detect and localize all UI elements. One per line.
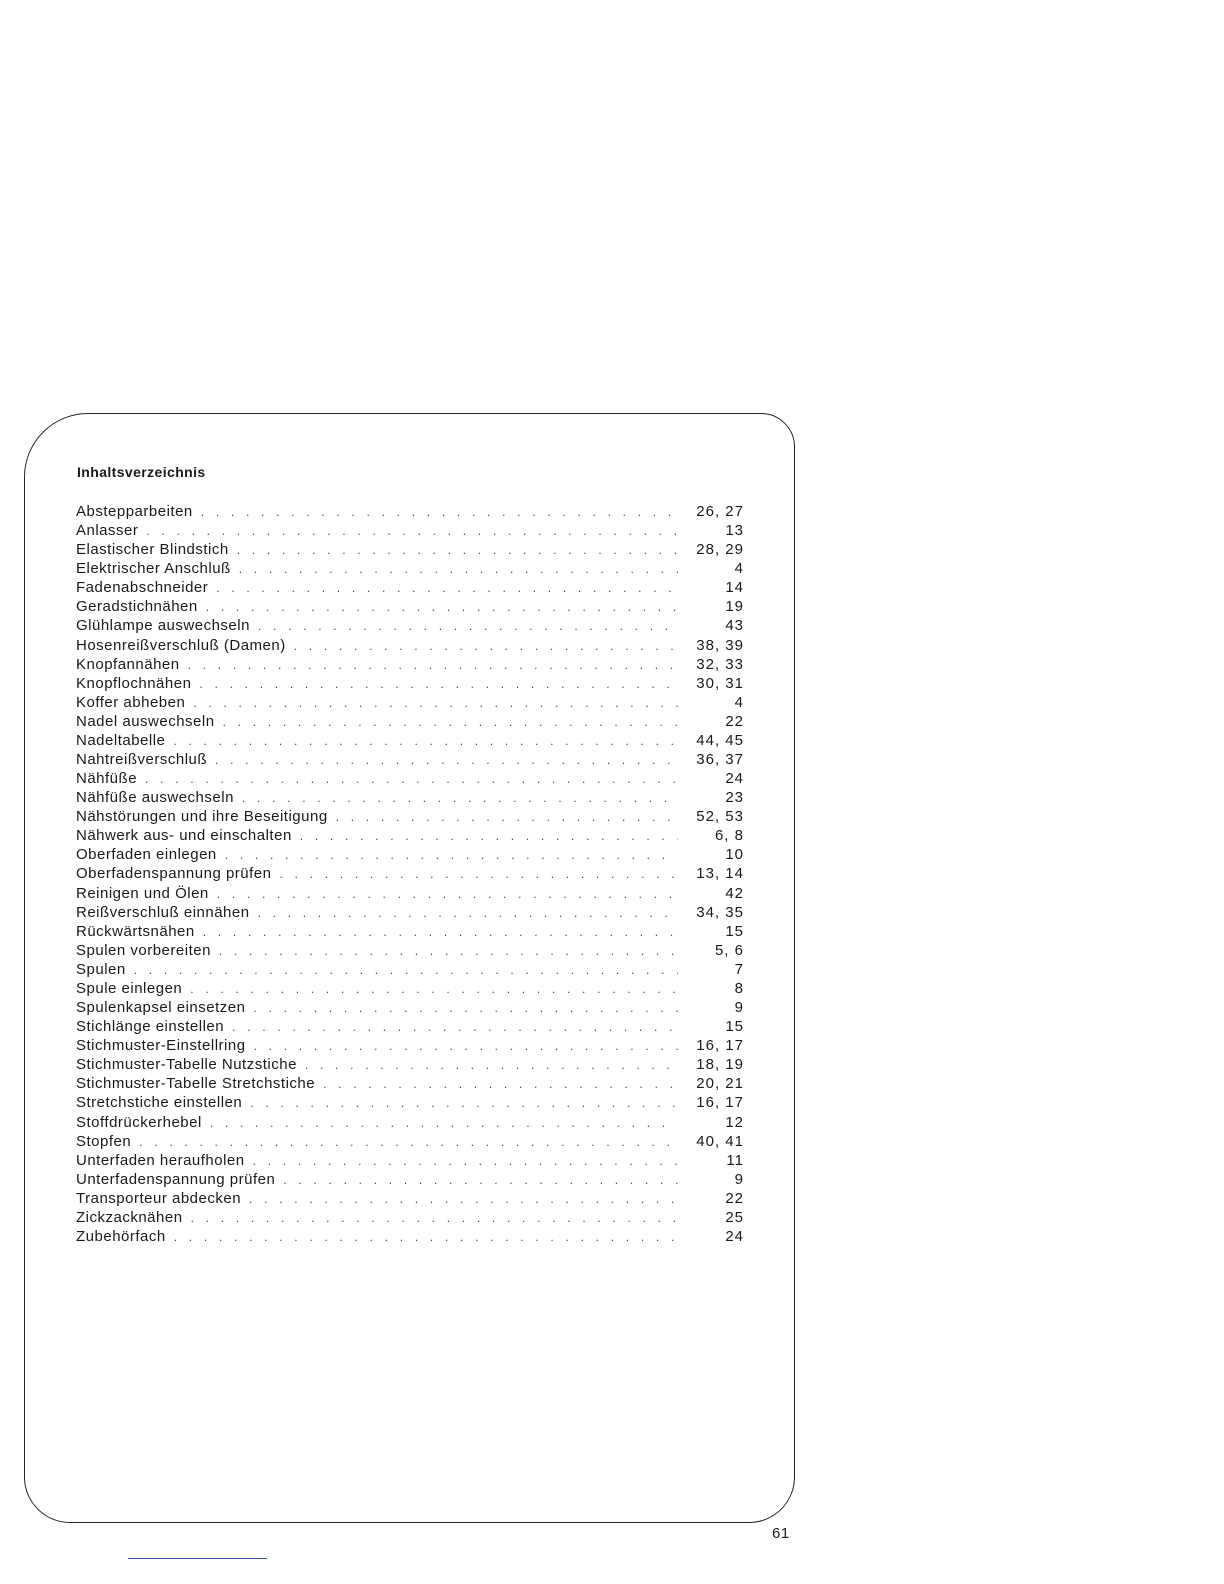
toc-entry-pages: 18, 19 (696, 1056, 744, 1074)
dot-leader (174, 1228, 678, 1247)
toc-entry (76, 1113, 744, 1132)
toc-entry (76, 502, 744, 521)
toc-entry-pages: 16, 17 (696, 1037, 744, 1055)
toc-entry-pages: 15 (725, 922, 744, 940)
toc-entry-pages: 6, 8 (714, 827, 744, 845)
dot-leader (203, 923, 678, 942)
toc-entry-label: Stichmuster-Einstellring (76, 1037, 246, 1055)
toc-entry-pages: 9 (734, 1170, 744, 1188)
toc-entry-label: Spulen (76, 960, 126, 978)
dot-leader (294, 637, 678, 656)
dot-leader (300, 827, 678, 846)
toc-entry-label: Knopflochnähen (76, 674, 192, 692)
toc-entry-pages: 36, 37 (696, 751, 744, 769)
toc-entry-pages: 32, 33 (696, 655, 744, 673)
dot-leader (206, 598, 678, 617)
dot-leader (253, 1152, 678, 1171)
dot-leader (279, 865, 678, 884)
toc-entry (76, 884, 744, 903)
dot-leader (146, 522, 678, 541)
toc-entry-pages: 25 (725, 1208, 744, 1226)
toc-entry-pages: 23 (725, 789, 744, 807)
toc-entry-pages: 52, 53 (696, 808, 744, 826)
toc-entry-label: Hosenreißverschluß (Damen) (76, 636, 286, 654)
toc-entry-label: Reißverschluß einnähen (76, 903, 250, 921)
dot-leader (232, 1018, 678, 1037)
toc-entry-pages: 24 (725, 1227, 744, 1245)
dot-leader (258, 617, 678, 636)
toc-entry-pages: 38, 39 (696, 636, 744, 654)
toc-entry (76, 903, 744, 922)
toc-entry (76, 1132, 744, 1151)
toc-entry-pages: 13, 14 (696, 865, 744, 883)
dot-leader (216, 579, 678, 598)
toc-entry-pages: 26, 27 (696, 503, 744, 520)
dot-leader (134, 961, 678, 980)
dot-leader (305, 1056, 678, 1075)
toc-entry-pages: 40, 41 (696, 1132, 744, 1150)
toc-title: Inhaltsverzeichnis (77, 464, 206, 480)
toc-entry-pages: 13 (725, 522, 744, 540)
toc-entry (76, 616, 744, 635)
toc-entry (76, 864, 744, 883)
dot-leader (239, 560, 678, 579)
dot-leader (225, 846, 678, 865)
toc-entry (76, 559, 744, 578)
toc-entry-label: Unterfadenspannung prüfen (76, 1170, 276, 1188)
toc-entry-pages: 15 (725, 1018, 744, 1036)
toc-entry (76, 788, 744, 807)
toc-entry-label: Oberfadenspannung prüfen (76, 865, 272, 883)
toc-entry-pages: 22 (725, 1189, 744, 1207)
toc-entry-pages: 4 (734, 693, 744, 711)
toc-entry-pages: 10 (725, 846, 744, 864)
dot-leader (219, 942, 678, 961)
dot-leader (188, 656, 678, 675)
toc-entry-pages: 20, 21 (696, 1075, 744, 1093)
toc-entry (76, 826, 744, 845)
dot-leader (237, 541, 678, 560)
toc-entry-label: Spulenkapsel einsetzen (76, 999, 246, 1017)
toc-entry-label: Transporteur abdecken (76, 1189, 242, 1207)
toc-entry (76, 597, 744, 616)
toc-entry (76, 1055, 744, 1074)
toc-entry-pages: 24 (725, 770, 744, 788)
toc-entry-pages: 14 (725, 579, 744, 597)
toc-entry-label: Nadeltabelle (76, 731, 166, 749)
toc-entry-label: Rückwärtsnähen (76, 922, 195, 940)
dot-leader (242, 789, 678, 808)
toc-entry (76, 998, 744, 1017)
dot-leader (193, 694, 678, 713)
toc-entry-label: Nadel auswechseln (76, 712, 215, 730)
toc-entry-label: Stichlänge einstellen (76, 1018, 225, 1036)
toc-entry (76, 769, 744, 788)
dot-leader (336, 808, 678, 827)
dot-leader (199, 675, 678, 694)
toc-entry (76, 807, 744, 826)
dot-leader (253, 999, 678, 1018)
toc-entry-label: Anlasser (76, 522, 139, 540)
toc-entry-pages: 5, 6 (714, 941, 744, 959)
toc-entry (76, 1170, 744, 1189)
scan-mark-line (128, 1558, 267, 1559)
toc-entry-label: Stopfen (76, 1132, 132, 1150)
toc-entry-label: Nähwerk aus- und einschalten (76, 827, 292, 845)
toc-entry (76, 674, 744, 693)
toc-entry (76, 693, 744, 712)
toc-entry (76, 655, 744, 674)
dot-leader (217, 885, 678, 904)
toc-entry-label: Knopfannähen (76, 655, 180, 673)
toc-entry-pages: 4 (734, 560, 744, 578)
toc-entry-label: Nähfüße (76, 770, 138, 788)
toc-entry (76, 960, 744, 979)
dot-leader (250, 1094, 678, 1113)
toc-entry (76, 1017, 744, 1036)
toc-entry (76, 1189, 744, 1208)
toc-entry-label: Stichmuster-Tabelle Nutzstiche (76, 1056, 297, 1074)
toc-entry-label: Elastischer Blindstich (76, 541, 229, 559)
toc-entry-pages: 8 (734, 979, 744, 997)
page-number: 61 (772, 1525, 790, 1542)
toc-entry (76, 979, 744, 998)
toc-entry-pages: 34, 35 (696, 903, 744, 921)
toc-entry-label: Spulen vorbereiten (76, 941, 211, 959)
dot-leader (190, 980, 678, 999)
toc-entry-label: Elektrischer Anschluß (76, 560, 231, 578)
dot-leader (145, 770, 678, 789)
toc-entry-pages: 19 (725, 598, 744, 616)
toc-entry-label: Fadenabschneider (76, 579, 209, 597)
toc-entry-pages: 7 (734, 960, 744, 978)
dot-leader (215, 751, 678, 770)
toc-entry-pages: 42 (725, 884, 744, 902)
toc-entry-label: Glühlampe auswechseln (76, 617, 250, 635)
toc-entry (76, 1151, 744, 1170)
toc-entry (76, 1208, 744, 1227)
toc-entry-label: Abstepparbeiten (76, 503, 193, 520)
toc-entry-label: Nähstörungen und ihre Beseitigung (76, 808, 328, 826)
toc-list (76, 502, 744, 1246)
toc-entry-label: Stretchstiche einstellen (76, 1094, 243, 1112)
toc-entry-pages: 11 (726, 1151, 744, 1169)
dot-leader (201, 503, 678, 522)
toc-entry-label: Geradstichnähen (76, 598, 198, 616)
toc-entry-label: Stoffdrückerhebel (76, 1113, 202, 1131)
toc-entry-label: Zubehörfach (76, 1227, 166, 1245)
toc-entry (76, 941, 744, 960)
toc-entry-pages: 28, 29 (696, 541, 744, 559)
toc-entry-label: Reinigen und Ölen (76, 884, 209, 902)
toc-entry (76, 540, 744, 559)
toc-entry-label: Nahtreißverschluß (76, 751, 208, 769)
toc-entry (76, 750, 744, 769)
toc-entry-label: Zickzacknähen (76, 1208, 183, 1226)
toc-entry-label: Koffer abheben (76, 693, 186, 711)
toc-entry-label: Nähfüße auswechseln (76, 789, 234, 807)
toc-entry (76, 731, 744, 750)
dot-leader (258, 904, 678, 923)
toc-entry (76, 1036, 744, 1055)
toc-entry (76, 578, 744, 597)
toc-entry (76, 1093, 744, 1112)
toc-entry-pages: 30, 31 (696, 674, 744, 692)
toc-entry (76, 1227, 744, 1246)
dot-leader (210, 1114, 678, 1133)
toc-entry (76, 1074, 744, 1093)
toc-entry-label: Stichmuster-Tabelle Stretchstiche (76, 1075, 316, 1093)
toc-entry-pages: 22 (725, 712, 744, 730)
dot-leader (191, 1209, 678, 1228)
dot-leader (254, 1037, 678, 1056)
toc-entry-label: Spule einlegen (76, 979, 183, 997)
dot-leader (323, 1075, 678, 1094)
toc-entry-label: Oberfaden einlegen (76, 846, 217, 864)
toc-entry-pages: 12 (725, 1113, 744, 1131)
toc-entry (76, 922, 744, 941)
dot-leader (173, 732, 678, 751)
toc-entry-pages: 44, 45 (696, 731, 744, 749)
toc-entry (76, 521, 744, 540)
dot-leader (139, 1133, 678, 1152)
toc-entry-pages: 9 (734, 999, 744, 1017)
toc-entry (76, 845, 744, 864)
toc-entry-label: Unterfaden heraufholen (76, 1151, 245, 1169)
dot-leader (223, 713, 678, 732)
toc-entry (76, 636, 744, 655)
dot-leader (249, 1190, 678, 1209)
dot-leader (283, 1171, 678, 1190)
toc-entry-pages: 43 (725, 617, 744, 635)
toc-entry (76, 712, 744, 731)
toc-entry-pages: 16, 17 (696, 1094, 744, 1112)
